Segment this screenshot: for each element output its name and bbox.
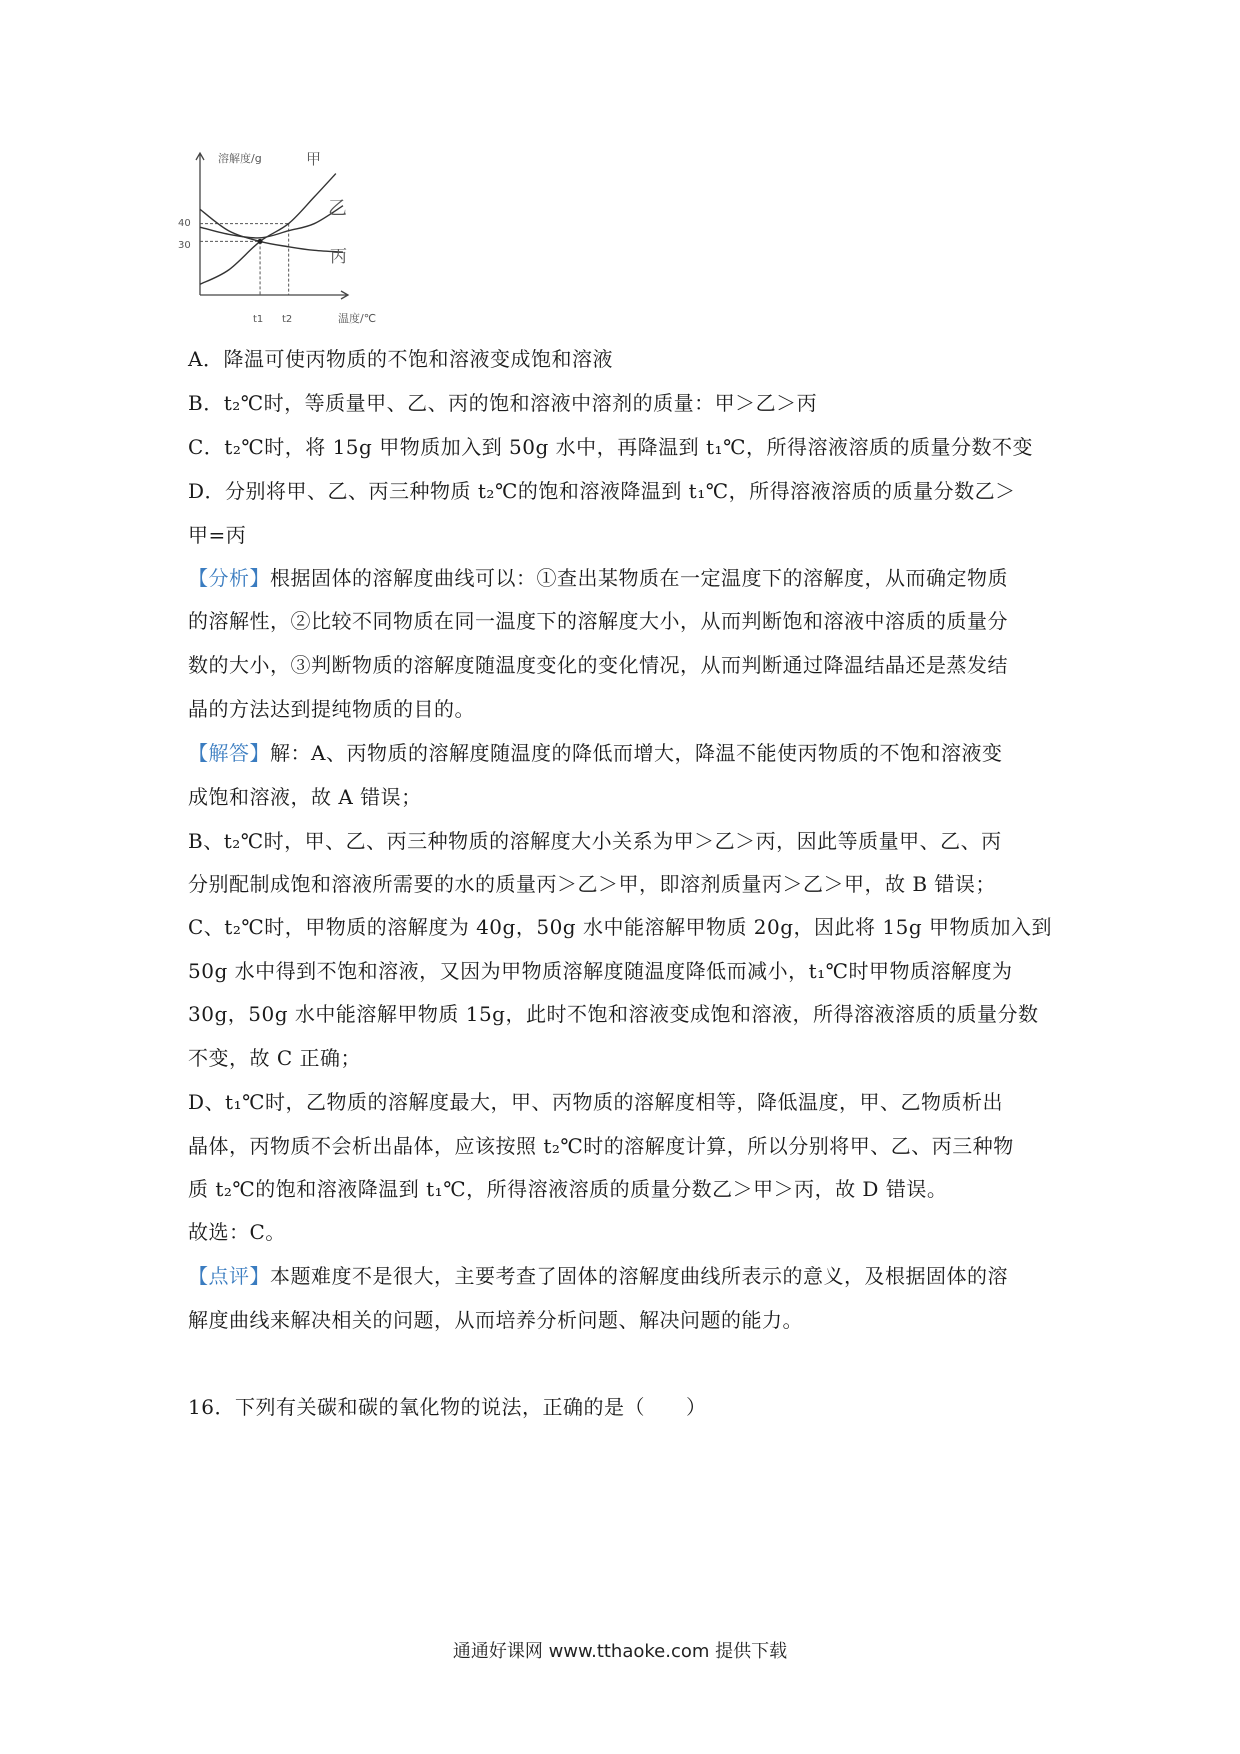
answer-line-5: C、t₂℃时，甲物质的溶解度为 40g，50g 水中能溶解甲物质 20g，因此将 15g 甲物质加入到 bbox=[188, 915, 1053, 939]
answer-line-7: 30g，50g 水中能溶解甲物质 15g，此时不饱和溶液变成饱和溶液，所得溶液溶质的质量分数 bbox=[188, 1002, 1039, 1026]
answer-line-12: 故选：C。 bbox=[188, 1220, 286, 1244]
curve-jia bbox=[200, 174, 336, 285]
answer-line-3: B、t₂℃时，甲、乙、丙三种物质的溶解度大小关系为甲＞乙＞丙，因此等质量甲、乙、丙 bbox=[188, 829, 1002, 853]
answer-line-2: 成饱和溶液，故 A 错误； bbox=[188, 785, 422, 809]
intersection-point bbox=[258, 239, 263, 244]
question-16: 16．下列有关碳和碳的氧化物的说法，正确的是（ ） bbox=[188, 1395, 707, 1419]
answer-line-9: D、t₁℃时，乙物质的溶解度最大，甲、丙物质的溶解度相等，降低温度，甲、乙物质析出 bbox=[188, 1090, 1003, 1114]
footer-download-note: 通通好课网 www.tthaoke.com 提供下载 bbox=[452, 1641, 788, 1662]
option-a: A．降温可使丙物质的不饱和溶液变成饱和溶液 bbox=[188, 347, 613, 371]
curve-yi bbox=[200, 206, 343, 238]
analysis-line-2: 的溶解性，②比较不同物质在同一温度下的溶解度大小，从而判断饱和溶液中溶质的质量分 bbox=[188, 609, 1008, 633]
answer-tag: 【解答】 bbox=[188, 741, 270, 765]
y-tick-30: 30 bbox=[178, 240, 191, 251]
series-label-jia: 甲 bbox=[306, 150, 322, 168]
answer-line-8: 不变，故 C 正确； bbox=[188, 1046, 362, 1070]
series-label-yi: 乙 bbox=[328, 197, 348, 219]
answer-line-1 bbox=[188, 738, 1068, 768]
comment-tag: 【点评】 bbox=[188, 1264, 270, 1288]
y-tick-40: 40 bbox=[178, 218, 191, 229]
option-d-line1: D．分别将甲、乙、丙三种物质 t₂℃的饱和溶液降温到 t₁℃，所得溶液溶质的质量分数乙＞ bbox=[188, 479, 1016, 503]
y-axis-label: 溶解度/g bbox=[218, 152, 262, 165]
answer-line-10: 晶体，丙物质不会析出晶体，应该按照 t₂℃时的溶解度计算，所以分别将甲、乙、丙三种物 bbox=[188, 1134, 1014, 1158]
answer-line-4: 分别配制成饱和溶液所需要的水的质量丙＞乙＞甲，即溶剂质量丙＞乙＞甲，故 B 错误； bbox=[188, 872, 996, 896]
solubility-chart bbox=[178, 150, 438, 370]
option-c: C．t₂℃时，将 15g 甲物质加入到 50g 水中，再降温到 t₁℃，所得溶液溶质的质量分数不变 bbox=[188, 435, 1033, 459]
option-d-line2: 甲=丙 bbox=[188, 523, 247, 547]
analysis-line-4: 晶的方法达到提纯物质的目的。 bbox=[188, 697, 475, 721]
analysis-text-1: 根据固体的溶解度曲线可以：①查出某物质在一定温度下的溶解度，从而确定物质 bbox=[270, 566, 1008, 590]
analysis-line-1 bbox=[188, 563, 1068, 593]
comment-line-1 bbox=[188, 1261, 1068, 1291]
answer-line-6: 50g 水中得到不饱和溶液，又因为甲物质溶解度随温度降低而减小，t₁℃时甲物质溶解度为 bbox=[188, 959, 1013, 983]
comment-line-2: 解度曲线来解决相关的问题，从而培养分析问题、解决问题的能力。 bbox=[188, 1308, 803, 1332]
plot-area bbox=[196, 153, 348, 299]
x-axis-label: 温度/℃ bbox=[338, 312, 377, 325]
answer-line-11: 质 t₂℃的饱和溶液降温到 t₁℃，所得溶液溶质的质量分数乙＞甲＞丙，故 D 错误。 bbox=[188, 1177, 948, 1201]
analysis-tag: 【分析】 bbox=[188, 566, 270, 590]
answer-text-1: 解：A、丙物质的溶解度随温度的降低而增大，降温不能使丙物质的不饱和溶液变 bbox=[270, 741, 1003, 765]
comment-text-1: 本题难度不是很大，主要考查了固体的溶解度曲线所表示的意义，及根据固体的溶 bbox=[270, 1264, 1008, 1288]
analysis-line-3: 数的大小，③判断物质的溶解度随温度变化的变化情况，从而判断通过降温结晶还是蒸发结 bbox=[188, 653, 1008, 677]
x-tick-t1: t1 bbox=[253, 314, 264, 325]
series-label-bing: 丙 bbox=[330, 247, 347, 267]
x-tick-t2: t2 bbox=[282, 314, 293, 325]
option-b: B．t₂℃时，等质量甲、乙、丙的饱和溶液中溶剂的质量：甲＞乙＞丙 bbox=[188, 391, 818, 415]
curve-bing bbox=[200, 209, 343, 252]
